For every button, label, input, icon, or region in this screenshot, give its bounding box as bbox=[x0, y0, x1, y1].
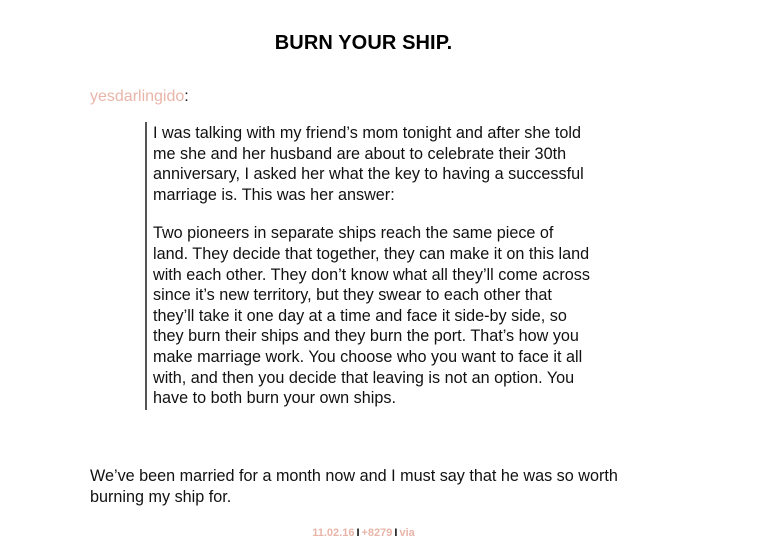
quote-paragraph: Two pioneers in separate ships reach the same piece of land. They decide that together, they can make it on this land with each other. They don’t know what all they’ll come across since it’s new territory, but they swear to each other that they’ll take it one day at a time and face it side-by side, so they burn their ships and they burn the port. That’s how you make marriage work. You choose who you want to face it all with, and then you decide that leaving is not an option. You have to both burn your own ships. bbox=[153, 224, 590, 408]
date-link[interactable]: 11.02.16 bbox=[312, 527, 355, 539]
quote-paragraph: I was talking with my friend’s mom tonight and after she told me she and her husband are about to celebrate their 30th anniversary, I asked her what the key to having a successful marriage is. This was her answer: bbox=[153, 124, 584, 204]
post-title: BURN YOUR SHIP. bbox=[274, 32, 453, 54]
attribution-colon: : bbox=[184, 88, 189, 105]
meta-separator: I bbox=[356, 527, 360, 539]
source-user-link[interactable]: yesdarlingido bbox=[90, 88, 185, 105]
post-meta bbox=[0, 525, 727, 541]
quote-block bbox=[145, 122, 593, 410]
meta-separator: I bbox=[394, 527, 398, 539]
attribution bbox=[90, 86, 189, 108]
post-body-text: We’ve been married for a month now and I must say that he was so worth burning my ship for. bbox=[90, 467, 618, 506]
notes-link[interactable]: +8279 bbox=[361, 527, 393, 539]
via-link[interactable]: via bbox=[399, 527, 415, 539]
